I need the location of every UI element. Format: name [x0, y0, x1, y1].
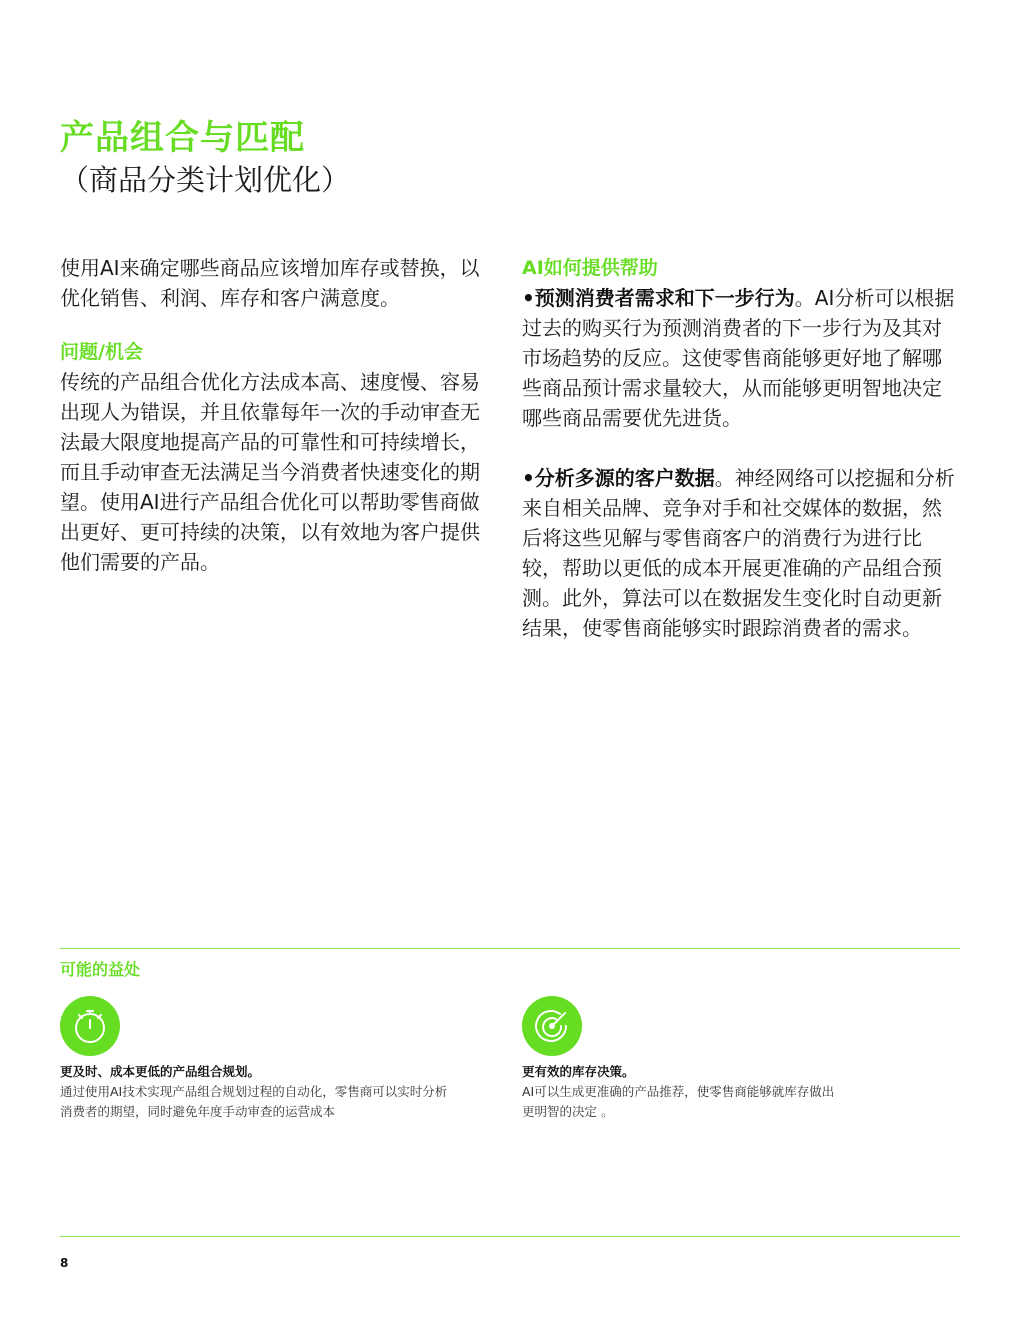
- benefit-title: 更及时、成本更低的产品组合规划。: [60, 1064, 261, 1079]
- benefit-title: 更有效的库存决策。: [522, 1064, 635, 1079]
- bullet-forecast-text: 。AI分析可以根据过去的购买行为预测消费者的下一步行为及其对市场趋势的反应。这使零售商能够更好地了解哪些商品预计需求量较大，从而能够更明智地决定哪些商品需要优先进货。: [522, 286, 955, 430]
- bullet-forecast-lead: •预测消费者需求和下一步行为: [522, 286, 795, 310]
- benefits-label: 可能的益处: [60, 960, 141, 979]
- bullet-multisource: [522, 463, 960, 643]
- problem-heading: 问题/机会: [60, 341, 143, 363]
- page-subtitle: （商品分类计划优化）: [60, 163, 351, 197]
- bullet-multisource-text: 。神经网络可以挖掘和分析来自相关品牌、竞争对手和社交媒体的数据，然后将这些见解与零售商客户的消费行为进行比较，帮助以更低的成本开展更准确的产品组合预测。此外，算法可以在数据发生变化时自动更新结果，使零售商能够实时跟踪消费者的需求。: [522, 466, 955, 640]
- right-column: [522, 253, 960, 643]
- how-ai-helps-heading: AI如何提供帮助: [522, 257, 658, 279]
- benefit-description-line: 更明智的决定 。: [522, 1104, 614, 1119]
- page-number: 8: [60, 1256, 69, 1270]
- benefit-description-line: 消费者的期望，同时避免年度手动审查的运营成本: [60, 1104, 336, 1119]
- benefit-item-planning: [60, 996, 500, 1122]
- benefits-top-divider: [60, 948, 960, 949]
- footer-divider: [60, 1236, 960, 1237]
- benefit-description-line: AI可以生成更准确的产品推荐，使零售商能够就库存做出: [522, 1084, 835, 1099]
- bullet-multisource-lead: •分析多源的客户数据: [522, 466, 715, 490]
- benefit-item-inventory: [522, 996, 962, 1122]
- intro-paragraph: 使用AI来确定哪些商品应该增加库存或替换，以优化销售、利润、库存和客户满意度。: [60, 256, 480, 310]
- page-title: 产品组合与匹配: [60, 118, 305, 158]
- stopwatch-icon: [60, 996, 120, 1056]
- benefit-description-line: 通过使用AI技术实现产品组合规划过程的自动化，零售商可以实时分析: [60, 1084, 448, 1099]
- left-column: [60, 253, 490, 577]
- radar-target-icon: [522, 996, 582, 1056]
- problem-paragraph: 传统的产品组合优化方法成本高、速度慢、容易出现人为错误，并且依靠每年一次的手动审查无法最大限度地提高产品的可靠性和可持续增长，而且手动审查无法满足当今消费者快速变化的期望。使用AI进行产品组合优化可以帮助零售商做出更好、更可持续的决策，以有效地为客户提供他们需要的产品。: [60, 370, 480, 574]
- bullet-forecast: [522, 283, 960, 433]
